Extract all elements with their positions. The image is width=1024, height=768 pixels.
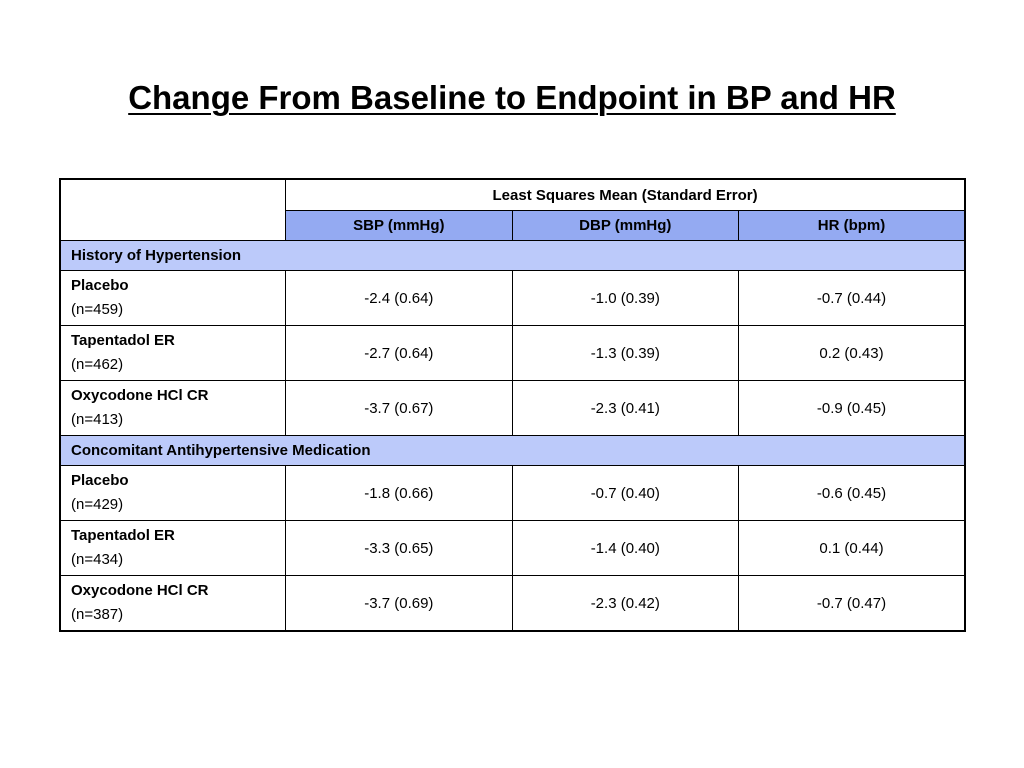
group-n: (n=413) xyxy=(71,411,124,428)
table-row xyxy=(60,326,965,381)
value-cell-hr: -0.6 (0.45) xyxy=(739,466,965,521)
group-n: (n=387) xyxy=(71,606,124,623)
group-cell xyxy=(60,466,286,521)
value-cell-dbp: -1.3 (0.39) xyxy=(512,326,738,381)
group-name: Tapentadol ER xyxy=(71,332,175,349)
group-cell xyxy=(60,381,286,436)
table-row xyxy=(60,271,965,326)
span-header: Least Squares Mean (Standard Error) xyxy=(286,179,965,211)
section-row-hypertension xyxy=(60,241,965,271)
group-name: Oxycodone HCl CR xyxy=(71,582,209,599)
group-n: (n=434) xyxy=(71,551,124,568)
column-header-dbp: DBP (mmHg) xyxy=(512,211,738,241)
value-cell-dbp: -2.3 (0.41) xyxy=(512,381,738,436)
table-row xyxy=(60,466,965,521)
group-name: Placebo xyxy=(71,472,129,489)
value-cell-dbp: -1.0 (0.39) xyxy=(512,271,738,326)
section-row-antihypertensive xyxy=(60,436,965,466)
group-cell xyxy=(60,326,286,381)
value-cell-hr: -0.9 (0.45) xyxy=(739,381,965,436)
value-cell-hr: -0.7 (0.47) xyxy=(739,576,965,632)
value-cell-hr: -0.7 (0.44) xyxy=(739,271,965,326)
value-cell-sbp: -2.7 (0.64) xyxy=(286,326,512,381)
group-name: Placebo xyxy=(71,277,129,294)
page-title: Change From Baseline to Endpoint in BP and HR xyxy=(128,79,896,116)
group-n: (n=459) xyxy=(71,301,124,318)
table-row xyxy=(60,381,965,436)
header-row-span xyxy=(60,179,965,211)
value-cell-sbp: -2.4 (0.64) xyxy=(286,271,512,326)
group-n: (n=429) xyxy=(71,496,124,513)
group-cell xyxy=(60,271,286,326)
table-row xyxy=(60,576,965,632)
group-cell xyxy=(60,576,286,632)
blank-corner-cell xyxy=(60,179,286,241)
value-cell-sbp: -3.7 (0.67) xyxy=(286,381,512,436)
value-cell-dbp: -2.3 (0.42) xyxy=(512,576,738,632)
group-n: (n=462) xyxy=(71,356,124,373)
group-cell xyxy=(60,521,286,576)
value-cell-hr: 0.1 (0.44) xyxy=(739,521,965,576)
section-label: Concomitant Antihypertensive Medication xyxy=(60,436,965,466)
column-header-hr: HR (bpm) xyxy=(739,211,965,241)
group-name: Tapentadol ER xyxy=(71,527,175,544)
value-cell-sbp: -1.8 (0.66) xyxy=(286,466,512,521)
group-name: Oxycodone HCl CR xyxy=(71,387,209,404)
value-cell-hr: 0.2 (0.43) xyxy=(739,326,965,381)
column-header-sbp: SBP (mmHg) xyxy=(286,211,512,241)
section-label: History of Hypertension xyxy=(60,241,965,271)
value-cell-dbp: -0.7 (0.40) xyxy=(512,466,738,521)
value-cell-dbp: -1.4 (0.40) xyxy=(512,521,738,576)
value-cell-sbp: -3.3 (0.65) xyxy=(286,521,512,576)
table-row xyxy=(60,521,965,576)
results-table xyxy=(59,178,966,632)
value-cell-sbp: -3.7 (0.69) xyxy=(286,576,512,632)
